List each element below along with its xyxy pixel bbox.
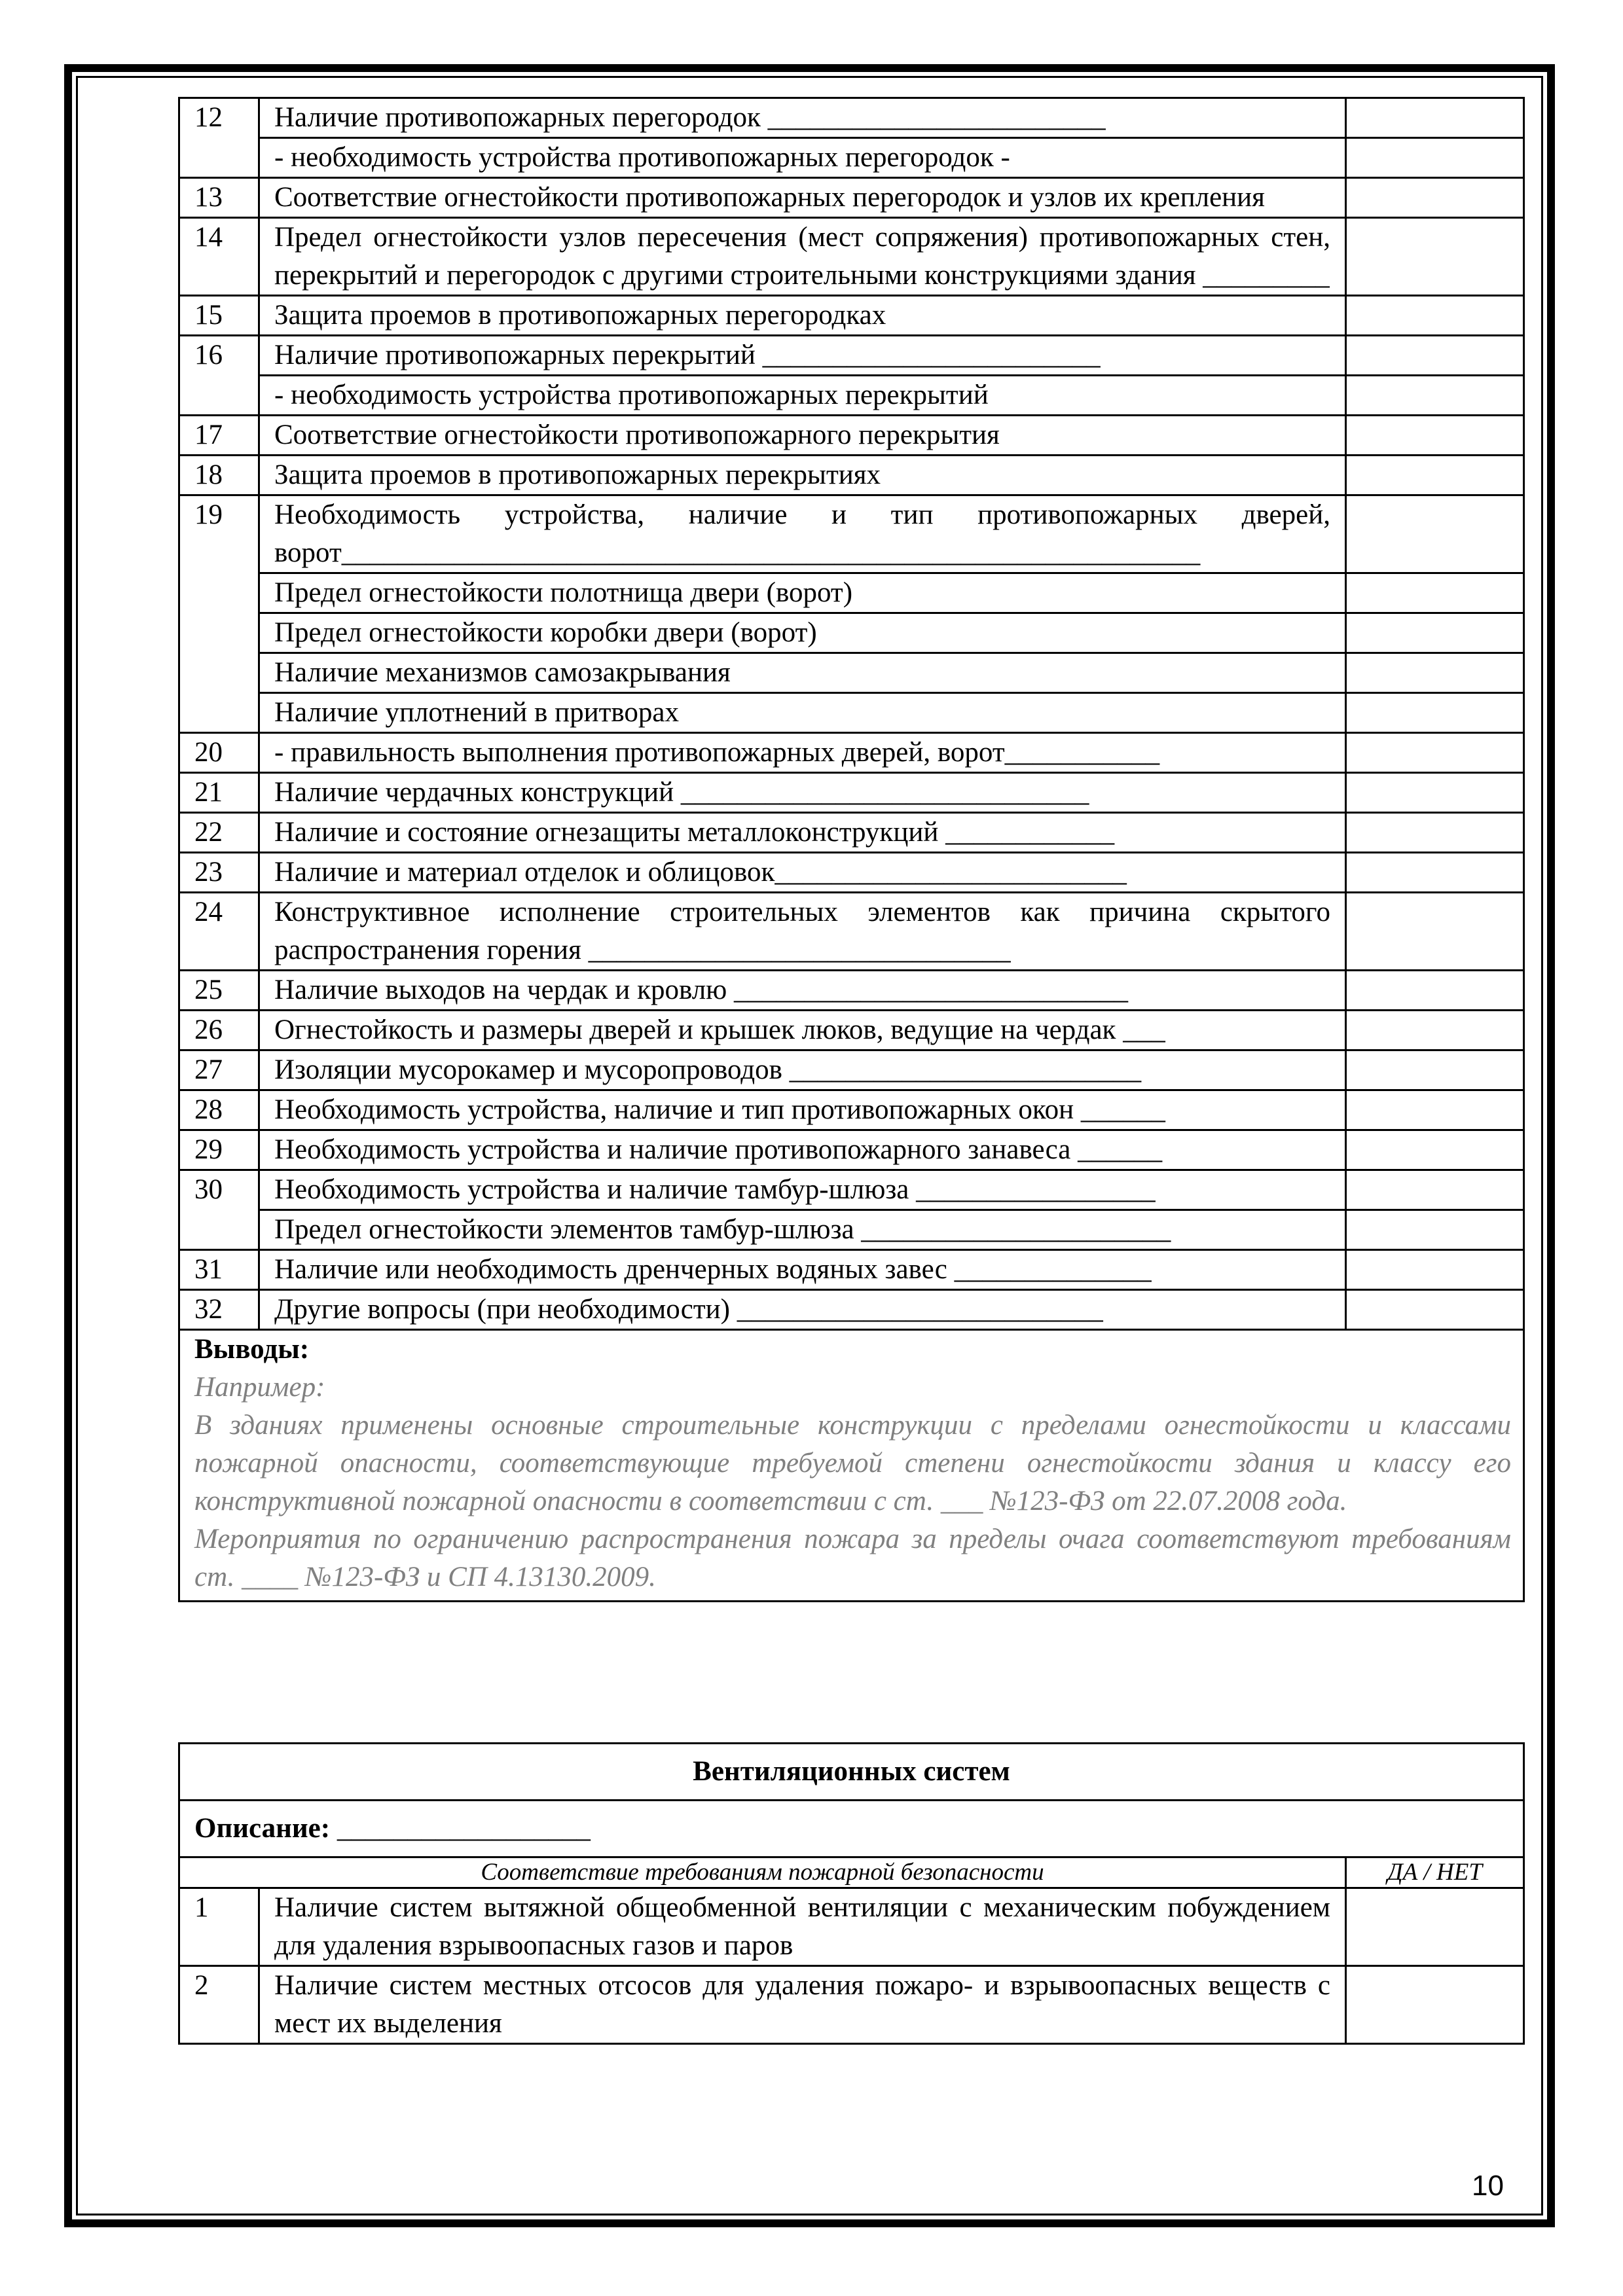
- conclusions-cell[interactable]: [179, 1330, 1524, 1602]
- row-number: 25: [179, 971, 259, 1011]
- table-row: [179, 1290, 1524, 1330]
- row-number: 17: [179, 416, 259, 456]
- row-text: Предел огнестойкости коробки двери (ворот): [259, 613, 1346, 653]
- row-text: Соответствие огнестойкости противопожарных перегородок и узлов их крепления: [259, 178, 1346, 218]
- yes-no-header: ДА / НЕТ: [1346, 1857, 1524, 1888]
- row-number: 19: [179, 495, 259, 733]
- conclusions-example-label: Например:: [194, 1372, 325, 1403]
- table-row: [179, 971, 1524, 1011]
- row-text: Огнестойкость и размеры дверей и крышек люков, ведущие на чердак ___: [259, 1011, 1346, 1050]
- table-row: [179, 813, 1524, 853]
- table-row: [179, 573, 1524, 613]
- row-number: 13: [179, 178, 259, 218]
- row-text: Соответствие огнестойкости противопожарного перекрытия: [259, 416, 1346, 456]
- answer-cell[interactable]: [1346, 218, 1524, 296]
- row-number: 26: [179, 1011, 259, 1050]
- table-row: [179, 416, 1524, 456]
- table-row: [179, 456, 1524, 495]
- table-row: [179, 773, 1524, 813]
- table-row: [179, 178, 1524, 218]
- conclusions-paragraph-1: В зданиях применены основные строительные конструкции с пределами огнестойкости и классами пожарной опасности, соответствующие требуемой степени огнестойкости здания и классу его конструктивной пожарной опасности в соответствии с ст. ___ №123-ФЗ от 22.07.2008 года.: [194, 1410, 1511, 1516]
- row-number: 1: [179, 1888, 259, 1966]
- table-row: [179, 1170, 1524, 1210]
- row-number: 32: [179, 1290, 259, 1330]
- table-row: [179, 613, 1524, 653]
- row-text: Необходимость устройства и наличие тамбур-шлюза _________________: [259, 1170, 1346, 1210]
- answer-cell[interactable]: [1346, 1050, 1524, 1090]
- row-text: Наличие противопожарных перегородок ________________________: [259, 98, 1346, 138]
- table-row: [179, 653, 1524, 693]
- table-row: [179, 1050, 1524, 1090]
- table-row: [179, 336, 1524, 376]
- answer-cell[interactable]: [1346, 1130, 1524, 1170]
- answer-cell[interactable]: [1346, 813, 1524, 853]
- answer-cell[interactable]: [1346, 653, 1524, 693]
- table-row: [179, 1250, 1524, 1290]
- answer-cell[interactable]: [1346, 1011, 1524, 1050]
- answer-cell[interactable]: [1346, 971, 1524, 1011]
- table-row: [179, 376, 1524, 416]
- answer-cell[interactable]: [1346, 495, 1524, 573]
- table-row: [179, 1130, 1524, 1170]
- answer-cell[interactable]: [1346, 773, 1524, 813]
- row-text: Защита проемов в противопожарных перегородках: [259, 296, 1346, 336]
- answer-cell[interactable]: [1346, 1250, 1524, 1290]
- description-cell[interactable]: [179, 1801, 1524, 1857]
- answer-cell[interactable]: [1346, 733, 1524, 773]
- row-number: 16: [179, 336, 259, 416]
- answer-cell[interactable]: [1346, 1888, 1524, 1966]
- row-number: 31: [179, 1250, 259, 1290]
- table-row: [179, 1888, 1524, 1966]
- row-text: Предел огнестойкости элементов тамбур-шлюза ______________________: [259, 1210, 1346, 1250]
- row-text: Изоляции мусорокамер и мусоропроводов _________________________: [259, 1050, 1346, 1090]
- row-text: Наличие систем вытяжной общеобменной вентиляции с механическим побуждением для удаления взрывоопасных газов и паров: [259, 1888, 1346, 1966]
- row-number: 23: [179, 853, 259, 893]
- answer-cell[interactable]: [1346, 336, 1524, 376]
- row-number: 15: [179, 296, 259, 336]
- answer-cell[interactable]: [1346, 1290, 1524, 1330]
- row-text: Другие вопросы (при необходимости) __________________________: [259, 1290, 1346, 1330]
- row-number: 27: [179, 1050, 259, 1090]
- table-row: [179, 1210, 1524, 1250]
- row-text: Защита проемов в противопожарных перекрытиях: [259, 456, 1346, 495]
- table-row: [179, 98, 1524, 138]
- ventilation-title: Вентиляционных систем: [179, 1744, 1524, 1801]
- description-line: __________________: [337, 1813, 591, 1844]
- ventilation-header-row: [179, 1857, 1524, 1888]
- compliance-header: Соответствие требованиям пожарной безопасности: [179, 1857, 1346, 1888]
- table-row: [179, 1966, 1524, 2044]
- answer-cell[interactable]: [1346, 416, 1524, 456]
- answer-cell[interactable]: [1346, 893, 1524, 971]
- row-text: Конструктивное исполнение строительных элементов как причина скрытого распространения горения ______________________________: [259, 893, 1346, 971]
- table-row: [179, 893, 1524, 971]
- answer-cell[interactable]: [1346, 98, 1524, 138]
- row-text: Предел огнестойкости узлов пересечения (мест сопряжения) противопожарных стен, перекрытий и перегородок с другими строительными конструкциями здания _________: [259, 218, 1346, 296]
- table-row: [179, 1090, 1524, 1130]
- answer-cell[interactable]: [1346, 456, 1524, 495]
- ventilation-title-row: [179, 1744, 1524, 1801]
- conclusions-paragraph-2: Мероприятия по ограничению распространения пожара за пределы очага соответствуют требованиям ст. ____ №123-ФЗ и СП 4.13130.2009.: [194, 1524, 1511, 1592]
- answer-cell[interactable]: [1346, 693, 1524, 733]
- row-number: 22: [179, 813, 259, 853]
- row-number: 18: [179, 456, 259, 495]
- row-text: Необходимость устройства, наличие и тип противопожарных дверей, ворот_____________________________________________________________: [259, 495, 1346, 573]
- row-text: Наличие и состояние огнезащиты металлоконструкций ____________: [259, 813, 1346, 853]
- row-number: 20: [179, 733, 259, 773]
- answer-cell[interactable]: [1346, 613, 1524, 653]
- row-text: Наличие систем местных отсосов для удаления пожаро- и взрывоопасных веществ с мест их выделения: [259, 1966, 1346, 2044]
- answer-cell[interactable]: [1346, 138, 1524, 178]
- row-text: Наличие и материал отделок и облицовок_________________________: [259, 853, 1346, 893]
- ventilation-table: [178, 1742, 1525, 2045]
- row-number: 12: [179, 98, 259, 178]
- answer-cell[interactable]: [1346, 1210, 1524, 1250]
- row-number: 30: [179, 1170, 259, 1250]
- fire-barriers-table: [178, 97, 1525, 1602]
- answer-cell[interactable]: [1346, 1170, 1524, 1210]
- answer-cell[interactable]: [1346, 853, 1524, 893]
- answer-cell[interactable]: [1346, 573, 1524, 613]
- row-text: Предел огнестойкости полотнища двери (ворот): [259, 573, 1346, 613]
- description-label: Описание:: [194, 1813, 331, 1844]
- row-number: 28: [179, 1090, 259, 1130]
- row-number: 21: [179, 773, 259, 813]
- table-row: [179, 138, 1524, 178]
- row-text: Наличие противопожарных перекрытий ________________________: [259, 336, 1346, 376]
- answer-cell[interactable]: [1346, 376, 1524, 416]
- row-text: Наличие или необходимость дренчерных водяных завес ______________: [259, 1250, 1346, 1290]
- table-row: [179, 495, 1524, 573]
- answer-cell[interactable]: [1346, 296, 1524, 336]
- page-number: 10: [1472, 2170, 1504, 2202]
- row-text: Наличие уплотнений в притворах: [259, 693, 1346, 733]
- table-row: [179, 853, 1524, 893]
- row-text: - необходимость устройства противопожарных перегородок -: [259, 138, 1346, 178]
- row-text: Необходимость устройства и наличие противопожарного занавеса ______: [259, 1130, 1346, 1170]
- table-row: [179, 218, 1524, 296]
- row-text: - необходимость устройства противопожарных перекрытий: [259, 376, 1346, 416]
- row-number: 29: [179, 1130, 259, 1170]
- answer-cell[interactable]: [1346, 1090, 1524, 1130]
- answer-cell[interactable]: [1346, 1966, 1524, 2044]
- row-text: Наличие механизмов самозакрывания: [259, 653, 1346, 693]
- row-text: - правильность выполнения противопожарных дверей, ворот___________: [259, 733, 1346, 773]
- row-text: Необходимость устройства, наличие и тип противопожарных окон ______: [259, 1090, 1346, 1130]
- row-text: Наличие чердачных конструкций _____________________________: [259, 773, 1346, 813]
- table-row: [179, 296, 1524, 336]
- table-row: [179, 733, 1524, 773]
- table-row: [179, 693, 1524, 733]
- row-number: 14: [179, 218, 259, 296]
- answer-cell[interactable]: [1346, 178, 1524, 218]
- row-number: 24: [179, 893, 259, 971]
- conclusions-heading: Выводы:: [194, 1334, 310, 1365]
- conclusions-row: [179, 1330, 1524, 1602]
- row-text: Наличие выходов на чердак и кровлю ____________________________: [259, 971, 1346, 1011]
- table-row: [179, 1011, 1524, 1050]
- row-number: 2: [179, 1966, 259, 2044]
- ventilation-description-row: [179, 1801, 1524, 1857]
